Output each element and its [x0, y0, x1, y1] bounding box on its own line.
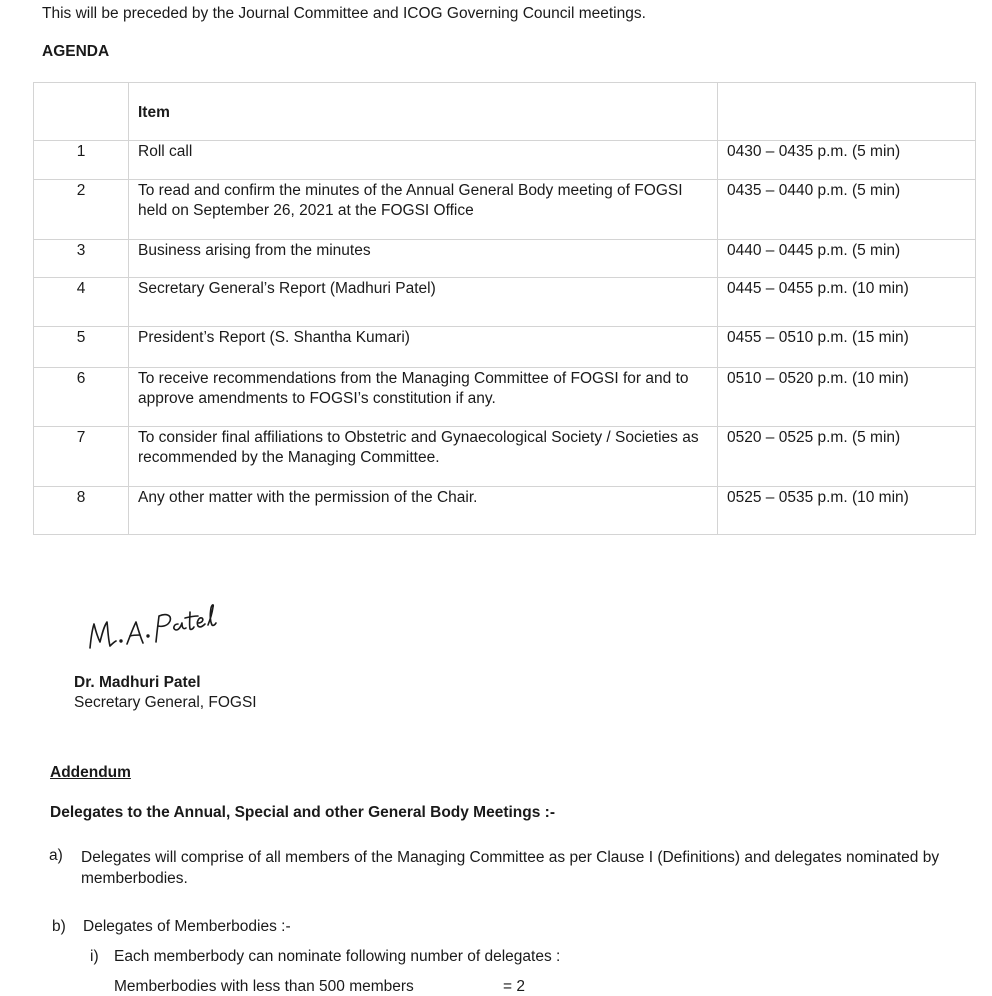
addendum-title: Addendum	[50, 764, 131, 781]
signer-title: Secretary General, FOGSI	[74, 694, 257, 711]
row-number: 3	[34, 240, 129, 278]
row-time: 0435 – 0440 p.m. (5 min)	[718, 180, 976, 240]
list-marker-b: b)	[52, 918, 66, 935]
row-item: Business arising from the minutes	[129, 240, 718, 278]
list-marker-a: a)	[49, 847, 63, 864]
row-number: 6	[34, 368, 129, 427]
row-number: 7	[34, 427, 129, 487]
table-row	[34, 327, 976, 368]
row-item: To receive recommendations from the Managing Committee of FOGSI for and to approve amendments to FOGSI’s constitution if any.	[129, 368, 718, 427]
table-row	[34, 278, 976, 327]
table-row	[34, 487, 976, 535]
header-time	[718, 83, 976, 141]
row-number: 1	[34, 141, 129, 180]
agenda-heading: AGENDA	[42, 43, 110, 60]
signer-name: Dr. Madhuri Patel	[74, 674, 201, 691]
table-row	[34, 180, 976, 240]
members-threshold-value: = 2	[503, 978, 525, 995]
list-marker-i: i)	[90, 948, 99, 965]
row-time: 0510 – 0520 p.m. (10 min)	[718, 368, 976, 427]
header-num	[34, 83, 129, 141]
row-item: Roll call	[129, 141, 718, 180]
row-number: 5	[34, 327, 129, 368]
table-header-row	[34, 83, 976, 141]
nomination-rule-text: Each memberbody can nominate following number of delegates :	[114, 948, 561, 965]
members-threshold-label: Memberbodies with less than 500 members	[114, 978, 414, 995]
table-row	[34, 427, 976, 487]
table-row	[34, 240, 976, 278]
delegates-heading: Delegates to the Annual, Special and other General Body Meetings :-	[50, 804, 555, 821]
agenda-table	[33, 82, 976, 535]
row-item: Secretary General’s Report (Madhuri Patel)	[129, 278, 718, 327]
row-time: 0455 – 0510 p.m. (15 min)	[718, 327, 976, 368]
row-time: 0430 – 0435 p.m. (5 min)	[718, 141, 976, 180]
row-number: 8	[34, 487, 129, 535]
row-item: To consider final affiliations to Obstetric and Gynaecological Society / Societies as recommended by the Managing Committee.	[129, 427, 718, 487]
row-item: To read and confirm the minutes of the Annual General Body meeting of FOGSI held on September 26, 2021 at the FOGSI Office	[129, 180, 718, 240]
row-number: 4	[34, 278, 129, 327]
row-time: 0520 – 0525 p.m. (5 min)	[718, 427, 976, 487]
row-number: 2	[34, 180, 129, 240]
delegates-composition-text: Delegates will comprise of all members of the Managing Committee as per Clause I (Definitions) and delegates nominated by memberbodies.	[81, 849, 940, 887]
table-row	[34, 368, 976, 427]
intro-text: This will be preceded by the Journal Committee and ICOG Governing Council meetings.	[42, 5, 646, 22]
row-time: 0525 – 0535 p.m. (10 min)	[718, 487, 976, 535]
row-time: 0440 – 0445 p.m. (5 min)	[718, 240, 976, 278]
row-time: 0445 – 0455 p.m. (10 min)	[718, 278, 976, 327]
header-item: Item	[129, 83, 718, 141]
memberbody-delegates-text: Delegates of Memberbodies :-	[83, 918, 291, 935]
row-item: President’s Report (S. Shantha Kumari)	[129, 327, 718, 368]
row-item: Any other matter with the permission of the Chair.	[129, 487, 718, 535]
table-row	[34, 141, 976, 180]
signature	[86, 598, 236, 658]
